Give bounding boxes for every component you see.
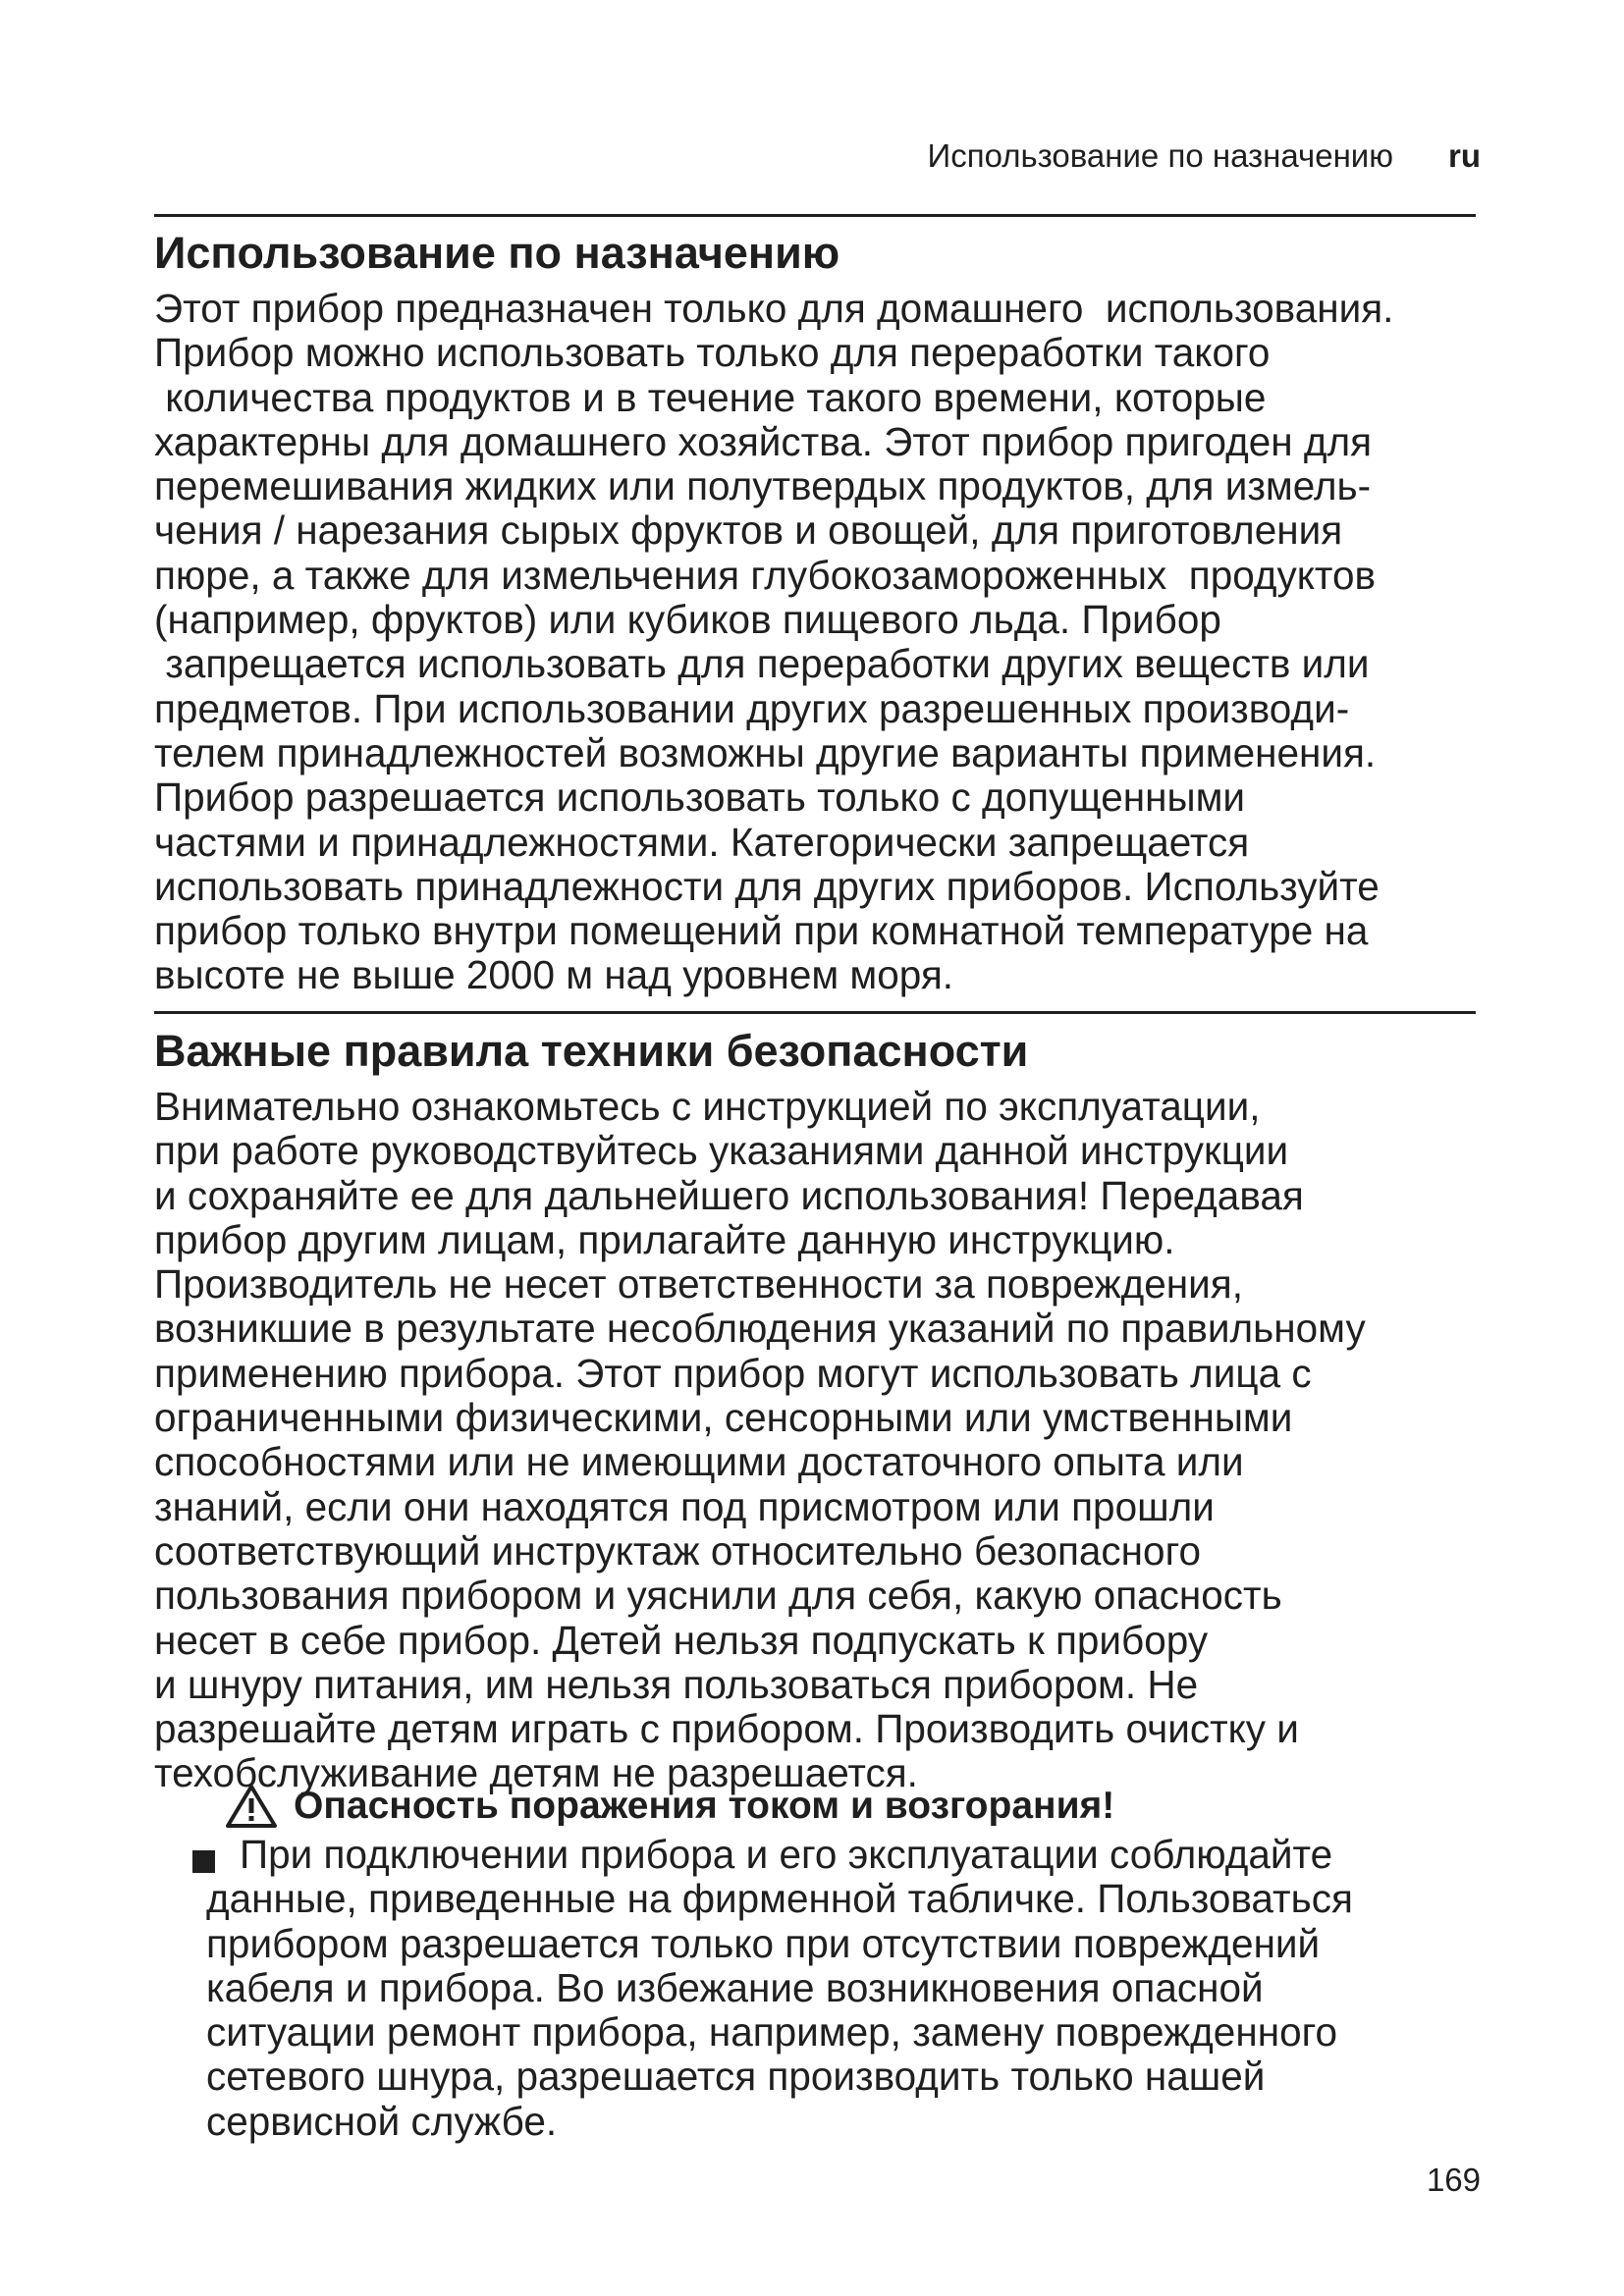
warning-bullet-text xyxy=(206,1833,1353,2144)
bullet-line: кабеля и прибора. Во избежание возникновения опасной xyxy=(206,1964,1264,2010)
safety-rules-paragraph xyxy=(154,1085,1366,1796)
bullet-line: ситуации ремонт прибора, например, замену поврежденного xyxy=(206,2009,1337,2056)
paragraph-line: частями и принадлежностями. Категорически запрещается xyxy=(154,819,1250,865)
paragraph-line: пользования прибором и уяснили для себя, какую опасность xyxy=(154,1573,1282,1619)
paragraph-line: предметов. При использовании других разрешенных производи- xyxy=(154,685,1350,731)
bullet-line: прибором разрешается только при отсутствии повреждений xyxy=(206,1920,1321,1966)
warning-title: Опасность поражения током и возгорания! xyxy=(294,1785,1115,1827)
paragraph-line: пюре, а также для измельчения глубокозамороженных продуктов xyxy=(154,552,1377,598)
paragraph-line: запрещается использовать для переработки других веществ или xyxy=(154,641,1370,687)
intended-use-paragraph xyxy=(154,287,1393,998)
section-divider xyxy=(154,214,1476,217)
paragraph-line: прибор другим лицам, прилагайте данную инструкцию. xyxy=(154,1216,1175,1262)
paragraph-line: перемешивания жидких или полутвердых продуктов, для измель- xyxy=(154,463,1372,509)
paragraph-line: знаний, если они находятся под присмотром или прошли xyxy=(154,1483,1215,1529)
paragraph-line: соответствующий инструктаж относительно безопасного xyxy=(154,1527,1201,1574)
paragraph-line: и сохраняйте ее для дальнейшего использования! Передавая xyxy=(154,1172,1304,1218)
paragraph-line: способностями или не имеющими достаточного опыта или xyxy=(154,1439,1244,1485)
paragraph-line: прибор только внутри помещений при комнатной температуре на xyxy=(154,908,1369,954)
paragraph-line: телем принадлежностей возможны другие варианты применения. xyxy=(154,729,1377,775)
paragraph-line: несет в себе прибор. Детей нельзя подпускать к прибору xyxy=(154,1617,1209,1663)
page-number: 169 xyxy=(1426,2162,1481,2198)
paragraph-line: высоте не выше 2000 м над уровнем моря. xyxy=(154,952,954,998)
running-header xyxy=(927,136,1481,176)
paragraph-line: Внимательно ознакомьтесь с инструкцией по эксплуатации, xyxy=(154,1084,1261,1129)
section-title-safety-rules: Важные правила техники безопасности xyxy=(154,1026,1029,1076)
paragraph-line: использовать принадлежности для других приборов. Используйте xyxy=(154,863,1380,909)
bullet-line: При подключении прибора и его эксплуатации соблюдайте xyxy=(240,1832,1333,1877)
paragraph-line: Прибор можно использовать только для переработки такого xyxy=(154,330,1271,376)
paragraph-line: количества продуктов и в течение такого времени, которые xyxy=(154,374,1267,420)
paragraph-line: разрешайте детям играть с прибором. Производить очистку и xyxy=(154,1706,1299,1752)
running-header-section: Использование по назначению xyxy=(927,137,1393,174)
bullet-line: сервисной службе. xyxy=(206,2098,558,2144)
section-divider xyxy=(154,1011,1476,1014)
paragraph-line: и шнуру питания, им нельзя пользоваться прибором. Не xyxy=(154,1661,1199,1707)
paragraph-line: возникшие в результате несоблюдения указаний по правильному xyxy=(154,1306,1366,1352)
paragraph-line: Этот прибор предназначен только для домашнего использования. xyxy=(154,286,1394,331)
paragraph-line: при работе руководствуйтесь указаниями данной инструкции xyxy=(154,1128,1289,1174)
paragraph-line: применению прибора. Этот прибор могут использовать лица с xyxy=(154,1350,1312,1396)
paragraph-line: Производитель не несет ответственности за повреждения, xyxy=(154,1261,1243,1308)
warning-triangle-icon xyxy=(225,1783,278,1830)
paragraph-line: (например, фруктов) или кубиков пищевого льда. Прибор xyxy=(154,597,1221,643)
warning-heading xyxy=(225,1783,1114,1830)
bullet-line: данные, приведенные на фирменной табличке. Пользоваться xyxy=(206,1876,1353,1922)
section-title-intended-use: Использование по назначению xyxy=(154,228,840,278)
bullet-line: сетевого шнура, разрешается производить только нашей xyxy=(206,2054,1266,2100)
language-code: ru xyxy=(1448,137,1481,174)
paragraph-line: Прибор разрешается использовать только с допущенными xyxy=(154,774,1246,821)
paragraph-line: техобслуживание детям не разрешается. xyxy=(154,1750,918,1796)
paragraph-line: чения / нарезания сырых фруктов и овощей, для приготовления xyxy=(154,507,1343,554)
paragraph-line: ограниченными физическими, сенсорными или умственными xyxy=(154,1395,1293,1441)
paragraph-line: характерны для домашнего хозяйства. Этот прибор пригоден для xyxy=(154,418,1373,464)
